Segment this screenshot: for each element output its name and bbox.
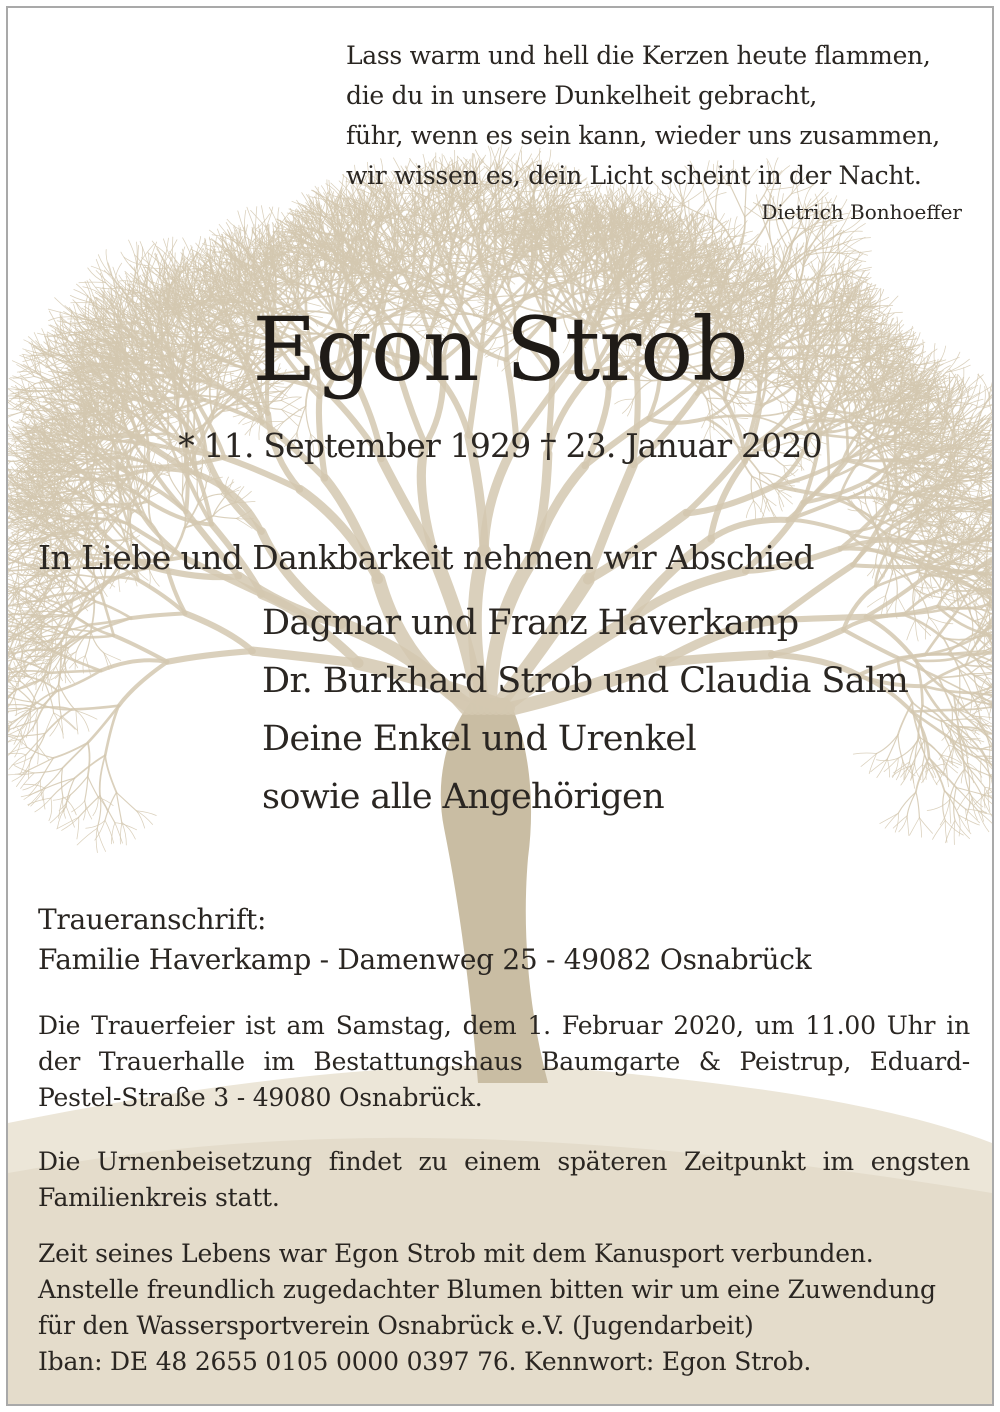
farewell-intro: In Liebe und Dankbarkeit nehmen wir Abschied xyxy=(38,538,814,577)
obituary-card xyxy=(6,6,994,1406)
service-info: Die Trauerfeier ist am Samstag, dem 1. Februar 2020, um 11.00 Uhr in der Trauerhalle im Bestattungshaus Baumgarte & Peistrup, Eduard-Pestel-Straße 3 - 49080 Osnabrück. xyxy=(38,1011,970,1112)
poem-line: Lass warm und hell die Kerzen heute flammen, xyxy=(346,41,931,70)
donation-line: Iban: DE 48 2655 0105 0000 0397 76. Kennwort: Egon Strob. xyxy=(38,1347,812,1376)
poem-line: die du in unsere Dunkelheit gebracht, xyxy=(346,81,818,110)
address-label: Traueranschrift: xyxy=(38,903,267,936)
donation-line: für den Wassersportverein Osnabrück e.V. (Jugendarbeit) xyxy=(38,1311,754,1340)
address-line: Familie Haverkamp - Damenweg 25 - 49082 Osnabrück xyxy=(38,943,812,976)
poem xyxy=(346,36,940,196)
life-dates: * 11. September 1929 † 23. Januar 2020 xyxy=(178,426,822,465)
mourning-address xyxy=(38,900,811,980)
donation-info xyxy=(38,1236,970,1380)
donation-line: Zeit seines Lebens war Egon Strob mit dem Kanusport verbunden. xyxy=(38,1239,874,1268)
mourner-line: sowie alle Angehörigen xyxy=(262,777,665,817)
mourners-list xyxy=(262,594,908,826)
burial-info: Die Urnenbeisetzung findet zu einem späteren Zeitpunkt im engsten Familienkreis statt. xyxy=(38,1147,970,1212)
mourner-line: Dr. Burkhard Strob und Claudia Salm xyxy=(262,661,909,701)
mourner-line: Deine Enkel und Urenkel xyxy=(262,719,697,759)
mourner-line: Dagmar und Franz Haverkamp xyxy=(262,603,799,643)
poem-author: Dietrich Bonhoeffer xyxy=(761,200,962,224)
donation-line: Anstelle freundlich zugedachter Blumen bitten wir um eine Zuwendung xyxy=(38,1275,936,1304)
poem-line: wir wissen es, dein Licht scheint in der Nacht. xyxy=(346,161,922,190)
deceased-name: Egon Strob xyxy=(252,298,748,401)
poem-line: führ, wenn es sein kann, wieder uns zusammen, xyxy=(346,121,940,150)
